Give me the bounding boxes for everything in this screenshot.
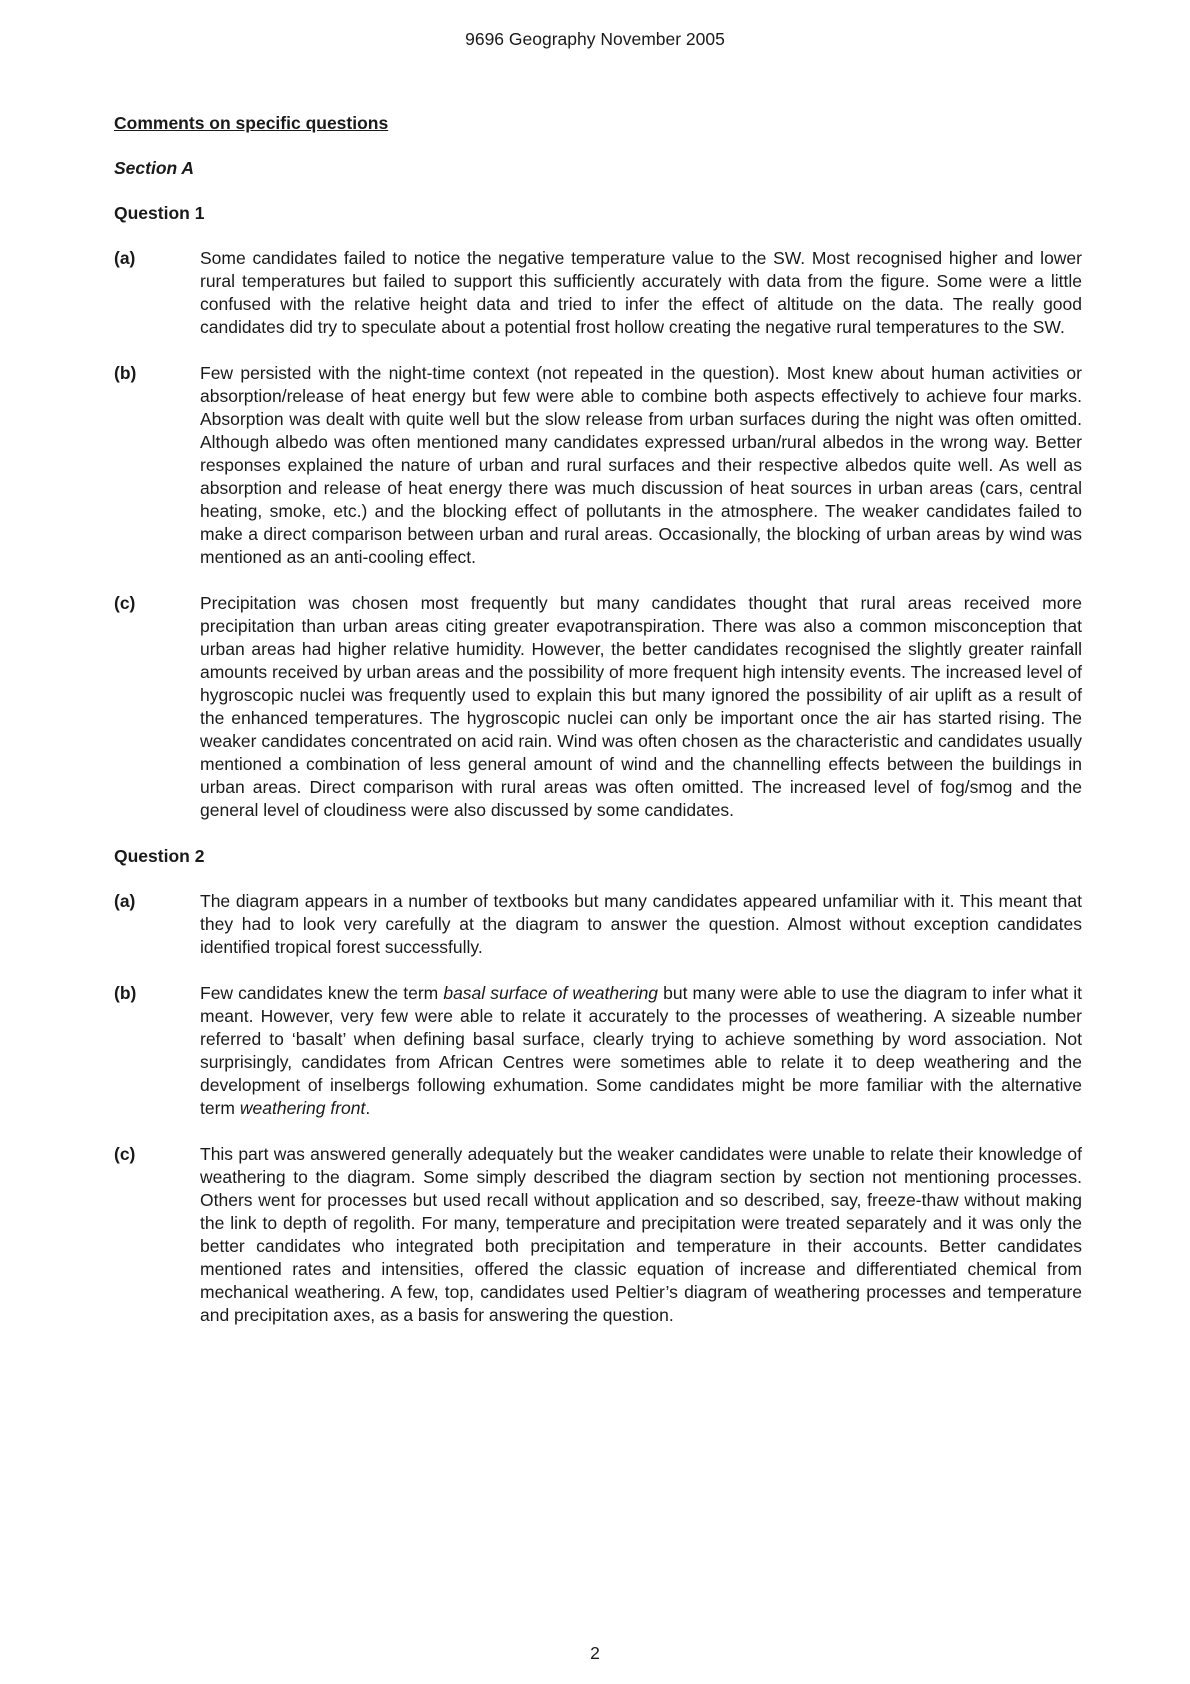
- question-1-part-b: [114, 362, 1082, 569]
- question-heading: Question 1: [114, 203, 205, 223]
- part-text: [200, 982, 1082, 1120]
- question-1: [114, 202, 1082, 822]
- section-heading: Section A: [114, 158, 195, 178]
- page-header: 9696 Geography November 2005: [465, 29, 725, 49]
- part-label: (b): [114, 983, 137, 1003]
- part-label: (a): [114, 891, 136, 911]
- question-1-part-c: [114, 592, 1082, 822]
- part-label: (a): [114, 248, 136, 268]
- part-label: (c): [114, 1144, 136, 1164]
- part-text: The diagram appears in a number of textbooks but many candidates appeared unfamiliar with it. This meant that they had to look very carefully at the diagram to answer the question. Almost without exception candidates identified tropical forest successfully.: [200, 891, 1082, 957]
- part-text: Few persisted with the night-time context (not repeated in the question). Most knew about human activities or absorption/release of heat energy but few were able to combine both aspects effectively to achieve four marks. Absorption was dealt with quite well but the slow release from urban surfaces during the night was often omitted. Although albedo was often mentioned many candidates expressed urban/rural albedos in the wrong way. Better responses explained the nature of urban and rural surfaces and their respective albedos quite well. As well as absorption and release of heat energy there was much discussion of heat sources in urban areas (cars, central heating, smoke, etc.) and the blocking effect of pollutants in the atmosphere. The weaker candidates failed to make a direct comparison between urban and rural areas. Occasionally, the blocking of urban areas by wind was mentioned as an anti-cooling effect.: [200, 363, 1082, 567]
- question-1-part-a: [114, 247, 1082, 339]
- part-label: (b): [114, 363, 137, 383]
- text-segment: but many were able to use the diagram to infer what it meant. However, very few were able to relate it accurately to the processes of weathering. A sizeable number referred to ‘basalt’ when defining basal surface, clearly trying to achieve something by word association. Not surprisingly, candidates from African Centres were sometimes able to relate it to deep weathering and the development of inselbergs following exhumation. Some candidates might be more familiar with the alternative term: [200, 983, 1082, 1118]
- text-segment: .: [365, 1098, 371, 1118]
- part-text: This part was answered generally adequately but the weaker candidates were unable to relate their knowledge of weathering to the diagram. Some simply described the diagram section by section not mentioning processes. Others went for processes but used recall without application and so described, say, freeze-thaw without making the link to depth of regolith. For many, temperature and precipitation were treated separately and it was only the better candidates who integrated both precipitation and temperature in their accounts. Better candidates mentioned rates and intensities, offered the classic equation of increase and differentiated chemical from mechanical weathering. A few, top, candidates used Peltier’s diagram of weathering processes and temperature and precipitation axes, as a basis for answering the question.: [200, 1144, 1082, 1325]
- document-body: [114, 112, 1082, 1350]
- part-text: Precipitation was chosen most frequently but many candidates thought that rural areas received more precipitation than urban areas citing greater evapotranspiration. There was also a common misconception that urban areas had higher relative humidity. However, the better candidates recognised the slightly greater rainfall amounts received by urban areas and the possibility of more frequent high intensity events. The increased level of hygroscopic nuclei was frequently used to explain this but many ignored the possibility of air uplift as a result of the enhanced temperatures. The hygroscopic nuclei can only be important once the air has started rising. The weaker candidates concentrated on acid rain. Wind was often chosen as the characteristic and candidates usually mentioned a combination of less general amount of wind and the channelling effects between the buildings in urban areas. Direct comparison with rural areas was often omitted. The increased level of fog/smog and the general level of cloudiness were also discussed by some candidates.: [200, 593, 1082, 820]
- italic-term: basal surface of weathering: [443, 983, 659, 1003]
- question-2-part-c: [114, 1143, 1082, 1327]
- comments-heading: Comments on specific questions: [114, 113, 389, 133]
- question-2-part-b: [114, 982, 1082, 1120]
- question-2-part-a: [114, 890, 1082, 959]
- part-label: (c): [114, 593, 136, 613]
- italic-term: weathering front: [239, 1098, 366, 1118]
- page-number: 2: [590, 1643, 600, 1663]
- question-2: [114, 845, 1082, 1327]
- part-text: Some candidates failed to notice the negative temperature value to the SW. Most recognised higher and lower rural temperatures but failed to support this sufficiently accurately with data from the figure. Some were a little confused with the relative height data and tried to infer the effect of altitude on the data. The really good candidates did try to speculate about a potential frost hollow creating the negative rural temperatures to the SW.: [200, 248, 1082, 337]
- text-segment: Few candidates knew the term: [200, 983, 444, 1003]
- question-heading: Question 2: [114, 846, 205, 866]
